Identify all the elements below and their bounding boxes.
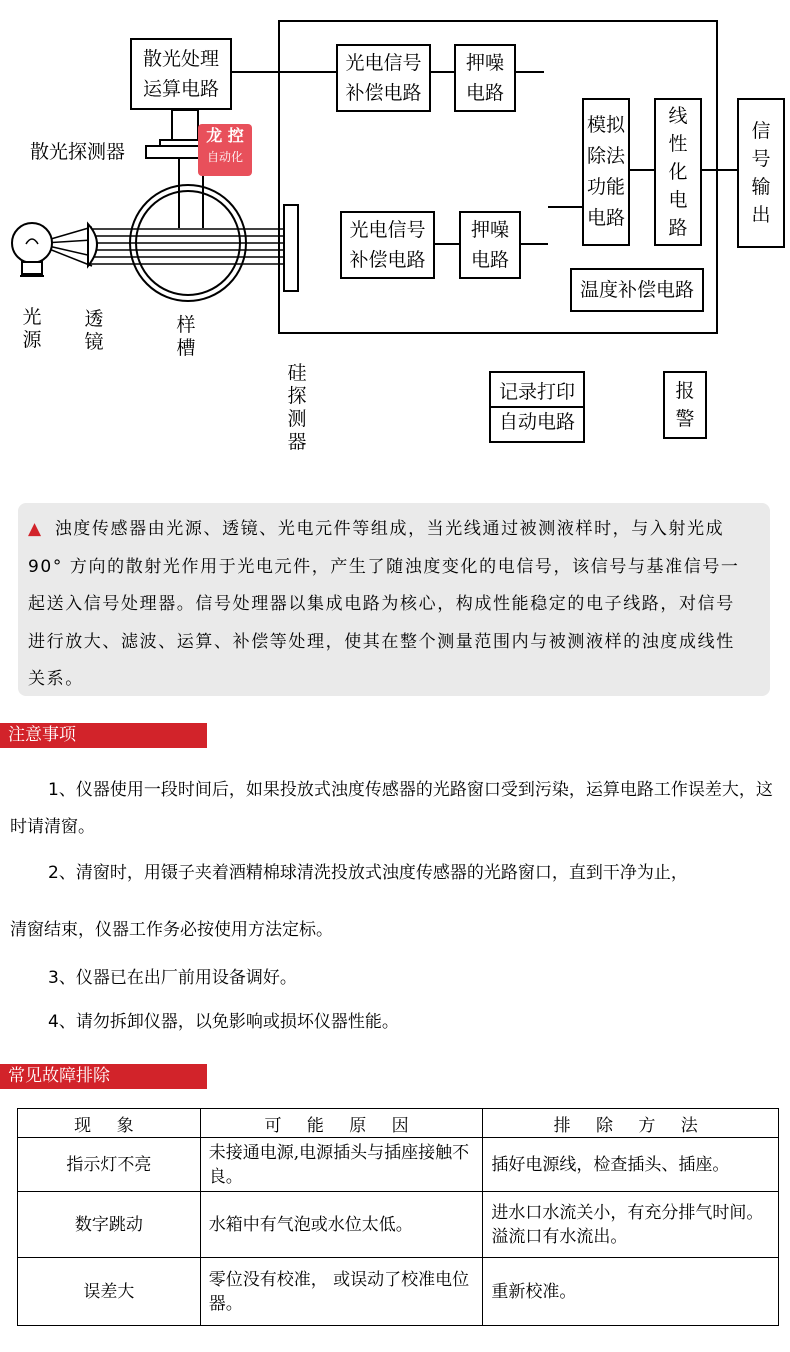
triangle-icon: ▲ (28, 519, 43, 539)
table-row (18, 1138, 779, 1192)
note-item: 1、仪器使用一段时间后，如果投放式浊度传感器的光路窗口受到污染，运算电路工作误差大，这时请清窗。 (10, 780, 773, 837)
remedy-cell: 重新校准。 (483, 1258, 779, 1326)
silicon-detector (284, 205, 298, 291)
symptom-cell: 数字跳动 (18, 1192, 201, 1258)
temperature-compensation-box: 温度补偿电路 (570, 268, 704, 312)
note-item: 2、清窗时，用镊子夹着酒精棉球清洗投放式浊度传感器的光路窗口，直到干净为止， (48, 863, 688, 883)
remedy-cell: 插好电源线，检查插头、插座。 (483, 1138, 779, 1192)
divider-box: 模拟 除法 功能 电路 (582, 98, 630, 246)
notes-section-title: 注意事项 (0, 723, 207, 748)
table-row (18, 1258, 779, 1326)
logo-line-2: 自动化 (206, 150, 243, 164)
photo-compensation-box-1: 光电信号 补偿电路 (336, 44, 431, 112)
logo-line-1: 龙 控 (206, 126, 244, 145)
symptom-cell: 误差大 (18, 1258, 201, 1326)
cause-cell: 零位没有校准， 或误动了校准电位器。 (200, 1258, 483, 1326)
linearization-box: 线性化电路 (654, 98, 702, 246)
lens-shape (88, 224, 97, 266)
alarm-box: 报警 (663, 371, 707, 439)
signal-output-box: 信号输出 (737, 98, 785, 248)
note-item: 3、仪器已在出厂前用设备调好。 (48, 968, 297, 988)
sample-cell-label: 样槽 (176, 314, 196, 359)
silicon-detector-label: 硅探测器 (287, 362, 307, 453)
scatter-processing-box: 散光处理 运算电路 (130, 38, 232, 110)
symptom-cell: 指示灯不亮 (18, 1138, 201, 1192)
scatter-detector-label: 散光探测器 (30, 141, 126, 163)
record-print-box: 记录打印 自动电路 (489, 371, 585, 443)
record-box-divider (489, 406, 585, 408)
turbidity-sensor-diagram (0, 0, 790, 470)
troubleshooting-table (17, 1108, 779, 1326)
noise-box-2: 押噪 电路 (459, 211, 521, 279)
note-item: 清窗结束，仪器工作务必按使用方法定标。 (10, 920, 333, 940)
table-header: 可 能 原 因 (200, 1109, 483, 1138)
table-row (18, 1192, 779, 1258)
table-header: 现 象 (18, 1109, 201, 1138)
logo-stamp (198, 124, 252, 176)
description-panel (18, 503, 770, 696)
table-header-row (18, 1109, 779, 1138)
table-header: 排 除 方 法 (483, 1109, 779, 1138)
lens-label: 透镜 (84, 308, 104, 353)
description-text: ▲ 浊度传感器由光源、透镜、光电元件等组成，当光线通过被测液样时，与入射光成90° 方向的散射光作用于光电元件，产生了随浊度变化的电信号，该信号与基准信号一起送入信号处理器。信号处理器以集成电路为核心，构成性能稳定的电子线路，对信号进行放大、滤波、运算、补偿等处理，使其在整个测量范围内与被测液样的浊度成线性关系。 (28, 519, 740, 689)
noise-box-1: 押噪 电路 (454, 44, 516, 112)
troubleshooting-section-title: 常见故障排除 (0, 1064, 207, 1089)
remedy-cell: 进水口水流关小，有充分排气时间。溢流口有水流出。 (483, 1192, 779, 1258)
bulb (12, 223, 52, 263)
light-source-label: 光源 (22, 306, 42, 351)
photo-compensation-box-2: 光电信号 补偿电路 (340, 211, 435, 279)
note-item: 4、请勿拆卸仪器，以免影响或损坏仪器性能。 (48, 1012, 399, 1032)
cause-cell: 水箱中有气泡或水位太低。 (200, 1192, 483, 1258)
cause-cell: 未接通电源,电源插头与插座接触不良。 (200, 1138, 483, 1192)
